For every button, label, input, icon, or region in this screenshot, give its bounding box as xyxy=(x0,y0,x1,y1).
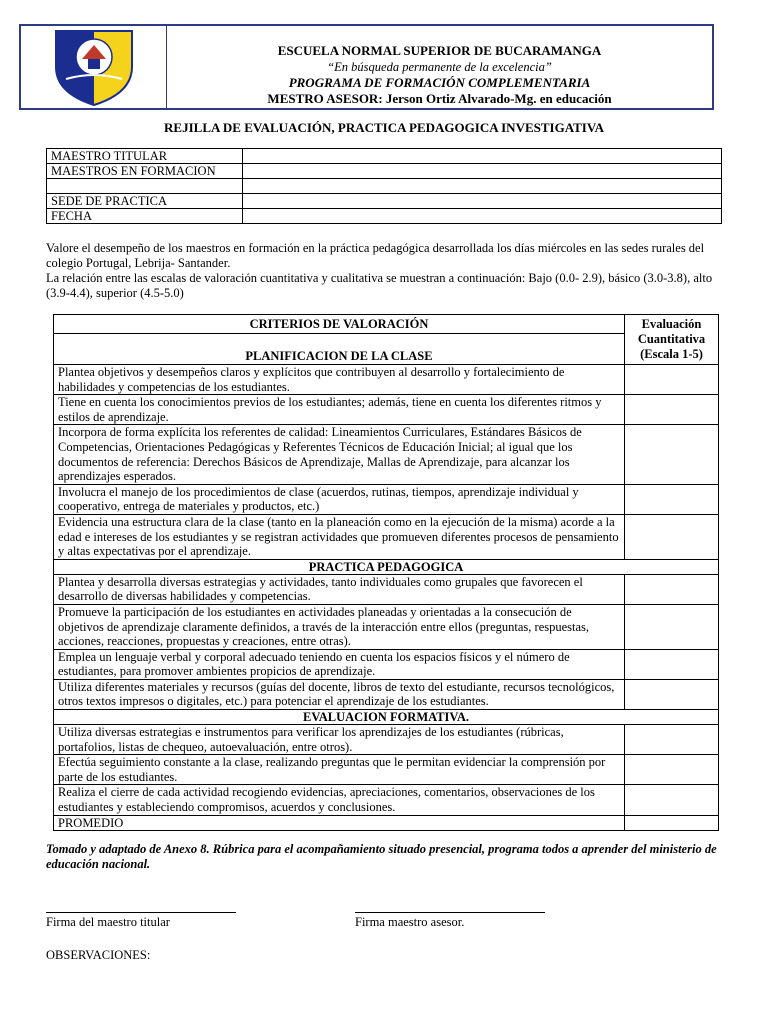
criterion-row xyxy=(54,574,719,604)
section-header-row xyxy=(54,710,719,725)
evaluation-header: Evaluación Cuantitativa (Escala 1-5) xyxy=(625,315,719,365)
section-title-practica: PRACTICA PEDAGOGICA xyxy=(54,559,719,574)
info-label: SEDE DE PRACTICA xyxy=(47,194,243,209)
criterion-text: Emplea un lenguaje verbal y corporal adecuado teniendo en cuenta los espacios físicos y el número de estudiantes, para promover ambientes propicios de aprendizaje. xyxy=(54,649,625,679)
header-text xyxy=(167,26,712,108)
section-header-row xyxy=(54,334,719,365)
info-value-field[interactable] xyxy=(243,164,722,179)
info-label: FECHA xyxy=(47,209,243,224)
instructions xyxy=(46,241,726,301)
criterion-row xyxy=(54,755,719,785)
criterion-row xyxy=(54,395,719,425)
score-cell[interactable] xyxy=(625,649,719,679)
criterion-row xyxy=(54,679,719,709)
signature-caption: Firma del maestro titular xyxy=(46,915,170,929)
criterion-row xyxy=(54,725,719,755)
advisor-name: MESTRO ASESOR: Jerson Ortiz Alvarado-Mg. en educación xyxy=(267,91,612,106)
score-cell[interactable] xyxy=(625,785,719,815)
observations-label: OBSERVACIONES: xyxy=(46,948,151,962)
criterion-text: Efectúa seguimiento constante a la clase, realizando preguntas que le permitan evidenciar la comprensión por parte de los estudiantes. xyxy=(54,755,625,785)
signature-line[interactable] xyxy=(355,897,545,913)
school-name: ESCUELA NORMAL SUPERIOR DE BUCARAMANGA xyxy=(277,43,602,58)
criterion-row xyxy=(54,514,719,559)
section-header-row xyxy=(54,559,719,574)
signature-caption: Firma maestro asesor. xyxy=(355,915,465,929)
info-label xyxy=(47,179,243,194)
criterion-text: Promueve la participación de los estudiantes en actividades planeadas y orientadas a la consecución de objetivos de aprendizaje claramente definidos, a través de la interacción entre ellos (preguntas, respuestas, acciones, reacciones, propuestas y creaciones, entre otras). xyxy=(54,604,625,649)
criterion-text: Realiza el cierre de cada actividad recogiendo evidencias, apreciaciones, comentarios, observaciones de los estudiantes y estableciendo compromisos, acuerdos y conclusiones. xyxy=(54,785,625,815)
criterion-text: Involucra el manejo de los procedimientos de clase (acuerdos, rutinas, tiempos, aprendizaje individual y cooperativo, entrega de materiales y productos, etc.) xyxy=(54,484,625,514)
signature-titular xyxy=(46,897,236,930)
criterion-text: Incorpora de forma explícita los referentes de calidad: Lineamientos Curriculares, Estándares Básicos de Competencias, Orientaciones Pedagógicas y Referentes Técnicos de Educación Inicial; al igual que los documentos de referencia: Derechos Básicos de Aprendizaje, Mallas de Aprendizaje, para alcanzar los aprendizajes esperados. xyxy=(54,425,625,484)
instructions-paragraph: Valore el desempeño de los maestros en formación en la práctica pedagógica desarrollada los días miércoles en las sedes rurales del colegio Portugal, Lebrija- Santander. xyxy=(46,241,705,270)
school-logo-cell xyxy=(21,26,167,108)
info-label: MAESTROS EN FORMACION xyxy=(47,164,243,179)
criterion-row xyxy=(54,785,719,815)
info-row xyxy=(47,209,722,224)
average-score-cell[interactable] xyxy=(625,815,719,831)
info-label: MAESTRO TITULAR xyxy=(47,149,243,164)
score-cell[interactable] xyxy=(625,365,719,395)
criterion-row xyxy=(54,649,719,679)
info-value-field[interactable] xyxy=(243,209,722,224)
info-table xyxy=(46,148,722,224)
signature-line[interactable] xyxy=(46,897,236,913)
average-label: PROMEDIO xyxy=(54,815,625,831)
criterion-text: Plantea y desarrolla diversas estrategias y actividades, tanto individuales como grupales que favorecen el desarrollo de diversas habilidades y competencias. xyxy=(54,574,625,604)
signature-asesor xyxy=(355,897,545,930)
scale-paragraph: La relación entre las escalas de valoración cuantitativa y cualitativa se muestran a continuación: Bajo (0.0- 2.9), básico (3.0-3.8), alto (3.9-4.4), superior (4.5-5.0) xyxy=(46,271,713,300)
section-title-evaluacion: EVALUACION FORMATIVA. xyxy=(54,710,719,725)
criterion-row xyxy=(54,604,719,649)
score-cell[interactable] xyxy=(625,425,719,484)
criterion-row xyxy=(54,365,719,395)
criterion-text: Tiene en cuenta los conocimientos previos de los estudiantes; además, tiene en cuenta los diferentes ritmos y estilos de aprendizaje. xyxy=(54,395,625,425)
rubric-table xyxy=(53,314,719,831)
score-cell[interactable] xyxy=(625,755,719,785)
score-cell[interactable] xyxy=(625,604,719,649)
rubric-header-row xyxy=(54,315,719,334)
criterion-text: Utiliza diferentes materiales y recursos (guías del docente, libros de texto del estudiante, recursos tecnológicos, otros textos impresos o digitales, etc.) para potenciar el aprendizaje de los estudiantes. xyxy=(54,679,625,709)
criteria-header: CRITERIOS DE VALORACIÓN xyxy=(54,315,625,334)
info-value-field[interactable] xyxy=(243,194,722,209)
score-cell[interactable] xyxy=(625,514,719,559)
info-row xyxy=(47,149,722,164)
school-motto: “En búsqueda permanente de la excelencia” xyxy=(327,60,552,74)
info-row xyxy=(47,179,722,194)
score-cell[interactable] xyxy=(625,679,719,709)
criterion-text: Plantea objetivos y desempeños claros y explícitos que contribuyen al desarrollo y fortalecimiento de habilidades y competencias de los estudiantes. xyxy=(54,365,625,395)
school-crest-icon xyxy=(46,27,142,107)
section-title-planificacion: PLANIFICACION DE LA CLASE xyxy=(54,334,625,365)
average-row xyxy=(54,815,719,831)
criterion-row xyxy=(54,484,719,514)
criterion-row xyxy=(54,425,719,484)
info-row xyxy=(47,194,722,209)
document-title: REJILLA DE EVALUACIÓN, PRACTICA PEDAGOGICA INVESTIGATIVA xyxy=(164,120,604,135)
document-header xyxy=(19,24,714,110)
score-cell[interactable] xyxy=(625,395,719,425)
info-value-field[interactable] xyxy=(243,149,722,164)
criterion-text: Evidencia una estructura clara de la clase (tanto en la planeación como en la ejecución de la misma) acorde a la edad e intereses de los estudiantes y se registran actividades que promueven diferentes procesos de pensamiento y altas expectativas por el aprendizaje. xyxy=(54,514,625,559)
score-cell[interactable] xyxy=(625,574,719,604)
source-note: Tomado y adaptado de Anexo 8. Rúbrica para el acompañamiento situado presencial, programa todos a aprender del ministerio de educación nacional. xyxy=(46,842,717,871)
info-value-field[interactable] xyxy=(243,179,722,194)
score-cell[interactable] xyxy=(625,725,719,755)
program-name: PROGRAMA DE FORMACIÓN COMPLEMENTARIA xyxy=(288,75,591,90)
info-row xyxy=(47,164,722,179)
score-cell[interactable] xyxy=(625,484,719,514)
criterion-text: Utiliza diversas estrategias e instrumentos para verificar los aprendizajes de los estudiantes (rúbricas, portafolios, listas de chequeo, autoevaluación, entre otros). xyxy=(54,725,625,755)
